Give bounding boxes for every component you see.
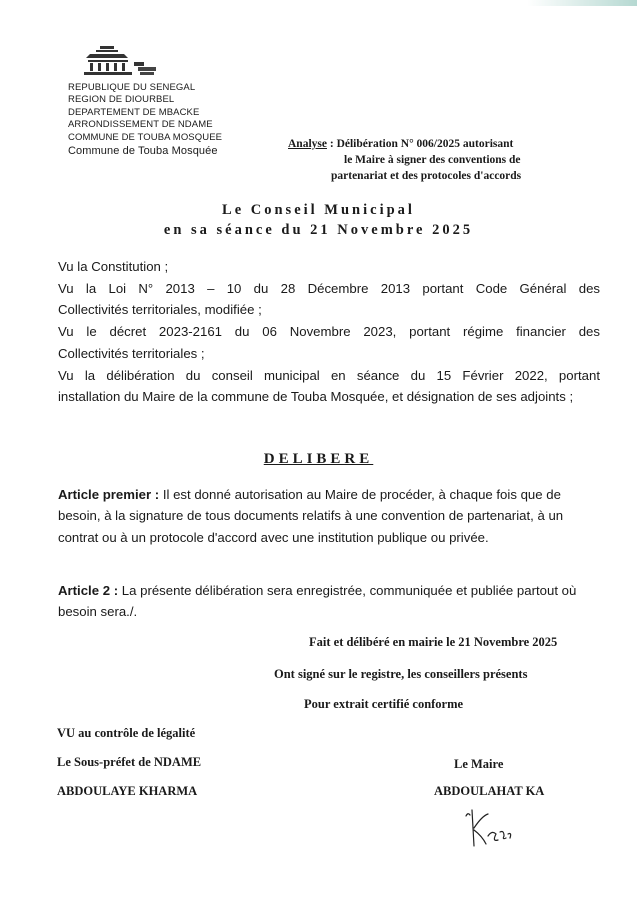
consideration-decree-line2: Collectivités territoriales ; <box>58 345 205 361</box>
article-2-label: Article 2 : <box>58 583 119 598</box>
analyse-block: Analyse : Délibération N° 006/2025 autorisant le Maire à signer des conventions de partenariat et des protocoles d'accords <box>288 136 588 184</box>
admin-line-region: REGION DE DIOURBEL <box>68 94 175 106</box>
admin-line-republic: REPUBLIQUE DU SENEGAL <box>68 82 196 93</box>
session-date: en sa séance du 21 Novembre 2025 <box>163 222 474 238</box>
consideration-text: Vu la Constitution ; <box>58 259 169 274</box>
article-premier-text: Il est donné autorisation au Maire de procéder, à chaque fois que de besoin, à la signature de tous documents relatifs à une convention de partenariat, à un contrat ou à un protocole d'accord avec une institution publique ou privée. <box>58 487 564 545</box>
council-title: Le Conseil Municipal <box>222 202 415 218</box>
analyse-line-1: Délibération N° 006/2025 autorisant <box>336 138 514 150</box>
article-2 <box>58 580 588 623</box>
consideration-decree-line1: Vu le décret 2023-2161 du 06 Novembre 2023, portant régime financier des <box>58 324 600 340</box>
article-premier-label: Article premier : <box>58 487 160 502</box>
mayor-title: Le Maire <box>454 757 504 771</box>
legality-control: VU au contrôle de légalité <box>57 726 196 740</box>
delibere-heading: DELIBERE <box>263 451 374 467</box>
scan-edge-mark <box>527 0 637 6</box>
closing-signed: Ont signé sur le registre, les conseillers présents <box>274 667 528 681</box>
consideration-law-line1: Vu la Loi N° 2013 – 10 du 28 Décembre 2013 portant Code Général des <box>58 280 600 296</box>
considerations-list <box>58 256 600 408</box>
closing-extract: Pour extrait certifié conforme <box>304 697 464 711</box>
admin-line-commune: COMMUNE DE TOUBA MOSQUEE <box>68 131 223 143</box>
analyse-line-3: partenariat et des protocoles d'accords <box>331 170 522 182</box>
analyse-label: Analyse <box>288 138 327 150</box>
commune-name: Commune de Touba Mosquée <box>68 145 218 158</box>
admin-line-department: DEPARTEMENT DE MBACKE <box>68 106 200 118</box>
administrative-header <box>68 82 222 157</box>
coat-of-arms-icon <box>78 44 168 80</box>
consideration-law-line2: Collectivités territoriales, modifiée ; <box>58 302 262 318</box>
consideration-constitution <box>58 256 600 278</box>
subprefect-name: ABDOULAYE KHARMA <box>57 784 198 798</box>
mayor-name: ABDOULAHAT KA <box>434 784 545 798</box>
mayor-signature-icon <box>458 806 518 850</box>
analyse-line-2: le Maire à signer des conventions de <box>344 154 521 166</box>
consideration-deliberation-line1: Vu la délibération du conseil municipal en séance du 15 Février 2022, portant <box>58 367 600 383</box>
admin-line-arrondissement: ARRONDISSEMENT DE NDAME <box>68 119 213 131</box>
subprefect-title: Le Sous-préfet de NDAME <box>57 755 202 769</box>
closing-done: Fait et délibéré en mairie le 21 Novembre 2025 <box>309 635 558 649</box>
consideration-deliberation-line2: installation du Maire de la commune de Touba Mosquée, et désignation de ses adjoints ; <box>58 389 574 405</box>
article-premier <box>58 484 588 548</box>
article-2-text: La présente délibération sera enregistrée, communiquée et publiée partout où besoin sera./. <box>58 583 577 620</box>
